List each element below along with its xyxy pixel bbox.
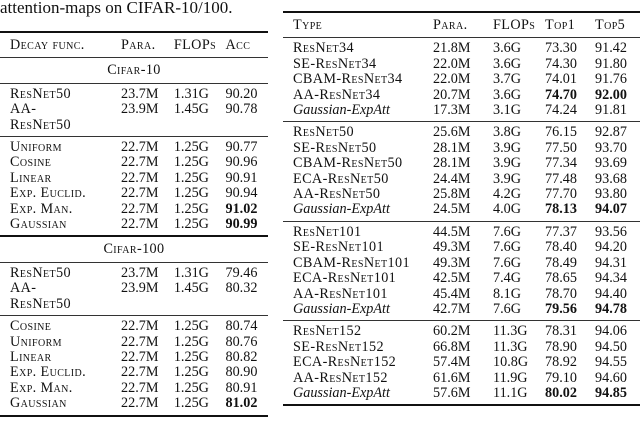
row-name: ResNet34 (283, 38, 433, 57)
row-name: Linear (10, 348, 52, 365)
row-flops: 7.6G (493, 239, 521, 256)
row-acc: 90.77 (225, 137, 268, 156)
row-flops: 3.6G (493, 55, 521, 72)
row-name: Exp. Euclid. (10, 364, 87, 381)
table-row (283, 57, 640, 72)
row-flops: 3.9G (493, 170, 521, 187)
row-top5: 91.80 (595, 55, 627, 72)
row-name: CBAM-ResNet101 (293, 254, 410, 271)
row-para: 22.7M (121, 379, 159, 396)
row-flops: 11.3G (493, 321, 545, 340)
table-caption: attention-maps on CIFAR-10/100. (0, 0, 233, 17)
row-flops: 11.3G (493, 338, 528, 355)
header-flops: FLOPs (174, 32, 226, 58)
row-para: 22.7M (121, 396, 174, 415)
table-row-proposed (283, 386, 640, 405)
header-top5: Top5 (595, 12, 640, 38)
row-top1: 77.34 (545, 155, 577, 172)
row-name: Cosine (10, 154, 52, 171)
row-name: SE-ResNet101 (293, 239, 384, 256)
row-para: 23.9M (121, 280, 159, 297)
row-para: 20.7M (433, 86, 471, 103)
row-para: 17.3M (433, 102, 471, 119)
decay-function-table (0, 31, 268, 417)
row-name: AA-ResNet34 (293, 86, 381, 103)
row-name: Exp. Euclid. (10, 185, 87, 202)
row-flops: 1.25G (173, 379, 209, 396)
header-decay-func: Decay func. (0, 32, 121, 58)
row-para: 22.0M (433, 55, 471, 72)
row-acc: 80.91 (225, 379, 258, 396)
row-name: Linear (10, 169, 52, 186)
row-para: 66.8M (433, 338, 471, 355)
row-top5-best: 94.78 (595, 300, 627, 317)
row-para: 22.7M (121, 316, 174, 335)
row-para: 25.6M (433, 122, 493, 141)
row-name: ResNet50 (283, 122, 433, 141)
row-top1: 78.92 (545, 354, 577, 371)
row-name: ResNet101 (283, 221, 433, 240)
row-name: AA- (10, 280, 37, 297)
row-name: SE-ResNet34 (293, 55, 377, 72)
row-top5: 93.69 (595, 155, 627, 172)
row-top5-best: 94.07 (595, 201, 627, 218)
section-title: Cifar-100 (0, 236, 268, 262)
row-top1: 79.10 (545, 369, 577, 386)
table-row (283, 256, 640, 271)
row-flops: 1.25G (173, 200, 209, 217)
row-name: SE-ResNet152 (293, 338, 384, 355)
row-acc: 90.91 (225, 169, 258, 186)
row-name: Uniform (10, 333, 62, 350)
row-acc: 80.90 (225, 364, 258, 381)
row-para: 57.4M (433, 354, 471, 371)
row-name: ECA-ResNet101 (293, 270, 397, 287)
row-flops: 1.25G (174, 396, 226, 415)
row-flops: 11.1G (493, 386, 545, 405)
row-name: ResNet50 (0, 262, 121, 281)
table-row (0, 396, 268, 415)
row-para: 24.4M (433, 170, 471, 187)
row-flops: 3.7G (493, 71, 521, 88)
row-top5: 91.81 (595, 102, 627, 119)
table-row (283, 240, 640, 255)
row-name: ResNet152 (283, 321, 433, 340)
row-top1: 78.90 (545, 338, 577, 355)
row-para: 22.7M (121, 333, 159, 350)
row-top5: 94.34 (595, 270, 627, 287)
row-name: Gaussian (10, 216, 67, 233)
table-row (0, 102, 268, 117)
row-para: 44.5M (433, 221, 493, 240)
row-acc: 80.76 (225, 333, 258, 350)
row-top1: 76.15 (545, 122, 595, 141)
row-para: 23.9M (121, 101, 159, 118)
table-row (0, 350, 268, 365)
table-row-continuation (0, 118, 268, 137)
row-name: ResNet50 (0, 83, 121, 102)
section-row-cifar10 (0, 58, 268, 83)
row-top1-best: 79.56 (545, 300, 577, 317)
row-top1: 77.70 (545, 186, 577, 203)
row-para: 22.7M (121, 200, 159, 217)
row-para: 57.6M (433, 386, 493, 405)
table-row (283, 271, 640, 286)
row-top5-best: 92.00 (595, 86, 627, 103)
table-row (283, 287, 640, 302)
table-row (283, 88, 640, 103)
row-acc: 80.32 (225, 280, 258, 297)
table-row (283, 187, 640, 202)
row-top5: 91.42 (595, 38, 640, 57)
row-name: SE-ResNet50 (293, 139, 377, 156)
row-flops: 8.1G (493, 285, 521, 302)
row-top5: 94.60 (595, 369, 627, 386)
header-para: Para. (121, 32, 174, 58)
row-name: CBAM-ResNet34 (293, 71, 403, 88)
row-name-continued: ResNet50 (10, 116, 71, 133)
row-flops: 3.6G (493, 86, 521, 103)
row-para: 42.7M (433, 300, 471, 317)
row-para: 49.3M (433, 254, 471, 271)
row-para: 42.5M (433, 270, 471, 287)
row-flops: 7.6G (493, 254, 521, 271)
row-name: Gaussian-ExpAtt (293, 300, 390, 317)
row-top5: 92.87 (595, 122, 640, 141)
row-para: 22.0M (433, 71, 471, 88)
row-acc: 79.46 (225, 262, 268, 281)
table-row-proposed (283, 202, 640, 221)
row-para: 21.8M (433, 38, 493, 57)
row-top1: 78.31 (545, 321, 595, 340)
row-top5: 93.80 (595, 186, 627, 203)
row-para: 61.6M (433, 369, 471, 386)
row-name: Gaussian (0, 396, 121, 415)
row-top5: 93.56 (595, 221, 640, 240)
row-flops: 4.0G (493, 201, 521, 218)
table-row (0, 137, 268, 156)
table-row (0, 281, 268, 296)
row-name: AA-ResNet50 (293, 186, 381, 203)
row-top1-best: 74.70 (545, 86, 577, 103)
table-row (0, 217, 268, 236)
row-name: Gaussian-ExpAtt (293, 102, 390, 119)
row-flops: 1.31G (174, 83, 226, 102)
row-top1: 77.37 (545, 221, 595, 240)
row-flops: 7.6G (493, 221, 545, 240)
row-flops: 1.25G (173, 333, 209, 350)
table-row (0, 186, 268, 201)
row-flops: 1.25G (173, 348, 209, 365)
table-row-proposed (283, 302, 640, 321)
row-name: ECA-ResNet50 (293, 170, 389, 187)
row-flops: 1.25G (173, 185, 209, 202)
row-para: 22.7M (121, 169, 159, 186)
row-flops: 3.6G (493, 38, 545, 57)
row-flops: 3.8G (493, 122, 545, 141)
row-acc: 80.82 (225, 348, 258, 365)
row-top1: 78.70 (545, 285, 577, 302)
table-row (0, 202, 268, 217)
header-acc: Acc (225, 32, 268, 58)
table-row (283, 122, 640, 141)
row-para: 49.3M (433, 239, 471, 256)
table-row (0, 335, 268, 350)
row-flops: 1.25G (173, 154, 209, 171)
row-top1: 78.49 (545, 254, 577, 271)
row-acc: 90.96 (225, 154, 258, 171)
row-para: 22.7M (121, 154, 159, 171)
row-para: 22.7M (121, 216, 159, 233)
row-top5: 94.55 (595, 354, 627, 371)
table-row (0, 171, 268, 186)
imagenet-comparison-table (283, 11, 640, 406)
section-row-cifar100 (0, 236, 268, 262)
row-name: Gaussian-ExpAtt (283, 386, 433, 405)
row-flops: 1.31G (174, 262, 226, 281)
header-row (0, 32, 268, 58)
table-row (283, 38, 640, 57)
row-flops: 4.2G (493, 186, 521, 203)
row-para: 25.8M (433, 186, 471, 203)
row-top5: 94.50 (595, 338, 627, 355)
row-para: 28.1M (433, 139, 471, 156)
row-name: CBAM-ResNet50 (293, 155, 403, 172)
row-acc-best: 91.02 (225, 200, 258, 217)
row-top1: 74.24 (545, 102, 577, 119)
row-name: Exp. Man. (10, 200, 73, 217)
row-top1: 74.01 (545, 71, 577, 88)
row-name: Exp. Man. (10, 379, 73, 396)
row-para: 23.7M (121, 83, 174, 102)
table-row (283, 72, 640, 87)
row-top5: 94.31 (595, 254, 627, 271)
header-type: Type (283, 12, 433, 38)
row-flops: 3.9G (493, 155, 521, 172)
row-top5: 94.40 (595, 285, 627, 302)
row-para: 22.7M (121, 364, 159, 381)
header-top1: Top1 (545, 12, 595, 38)
row-para: 22.7M (121, 348, 159, 365)
row-flops: 1.25G (173, 364, 209, 381)
table-row (0, 365, 268, 380)
row-name: AA- (10, 101, 37, 118)
row-name: Uniform (0, 137, 121, 156)
row-para: 23.7M (121, 262, 174, 281)
row-flops: 1.45G (173, 280, 209, 297)
row-top5: 94.20 (595, 239, 627, 256)
row-acc: 90.20 (225, 83, 268, 102)
row-name: AA-ResNet101 (293, 285, 388, 302)
row-flops: 3.1G (493, 102, 521, 119)
header-para: Para. (433, 12, 493, 38)
row-para: 22.7M (121, 185, 159, 202)
row-acc: 90.78 (225, 101, 258, 118)
table-row (283, 371, 640, 386)
row-top1: 78.40 (545, 239, 577, 256)
row-name: ECA-ResNet152 (293, 354, 397, 371)
table-row-proposed (283, 103, 640, 122)
row-top1: 78.65 (545, 270, 577, 287)
row-flops: 1.25G (174, 137, 226, 156)
row-flops: 7.4G (493, 270, 521, 287)
row-para: 24.5M (433, 201, 471, 218)
row-top5-best: 94.85 (595, 386, 640, 405)
row-top1-best: 80.02 (545, 386, 595, 405)
row-acc: 80.74 (225, 316, 268, 335)
row-para: 22.7M (121, 137, 174, 156)
row-top1: 74.30 (545, 55, 577, 72)
table-row (0, 316, 268, 335)
header-flops: FLOPs (493, 12, 545, 38)
row-flops: 10.8G (493, 354, 529, 371)
row-top1: 77.50 (545, 139, 577, 156)
table-row (283, 221, 640, 240)
row-top1-best: 78.13 (545, 201, 577, 218)
row-top5: 93.70 (595, 139, 627, 156)
section-title: Cifar-10 (0, 58, 268, 83)
row-name-continued: ResNet50 (10, 295, 71, 312)
row-flops: 1.45G (173, 101, 209, 118)
row-flops: 11.9G (493, 369, 528, 386)
row-para: 45.4M (433, 285, 471, 302)
table-row (283, 355, 640, 370)
row-name: Gaussian-ExpAtt (293, 201, 390, 218)
header-row (283, 12, 640, 38)
table-row (0, 262, 268, 281)
row-top5: 93.68 (595, 170, 627, 187)
row-top1: 73.30 (545, 38, 595, 57)
table-row (0, 155, 268, 170)
row-name: Cosine (0, 316, 121, 335)
row-flops: 7.6G (493, 300, 521, 317)
row-para: 28.1M (433, 155, 471, 172)
row-flops: 1.25G (174, 316, 226, 335)
table-row (283, 340, 640, 355)
row-flops: 3.9G (493, 139, 521, 156)
row-top1: 77.48 (545, 170, 577, 187)
table-row (0, 83, 268, 102)
row-acc-best: 81.02 (225, 396, 268, 415)
row-top5: 91.76 (595, 71, 627, 88)
row-flops: 1.25G (173, 216, 209, 233)
table-row-continuation (0, 297, 268, 316)
table-row (0, 381, 268, 396)
table-row (283, 156, 640, 171)
table-row (283, 141, 640, 156)
row-flops: 1.25G (173, 169, 209, 186)
row-name: AA-ResNet152 (293, 369, 388, 386)
table-row (283, 172, 640, 187)
row-para: 60.2M (433, 321, 493, 340)
row-acc: 90.94 (225, 185, 258, 202)
table-row (283, 321, 640, 340)
row-acc-best: 90.99 (225, 216, 258, 233)
row-top5: 94.06 (595, 321, 640, 340)
